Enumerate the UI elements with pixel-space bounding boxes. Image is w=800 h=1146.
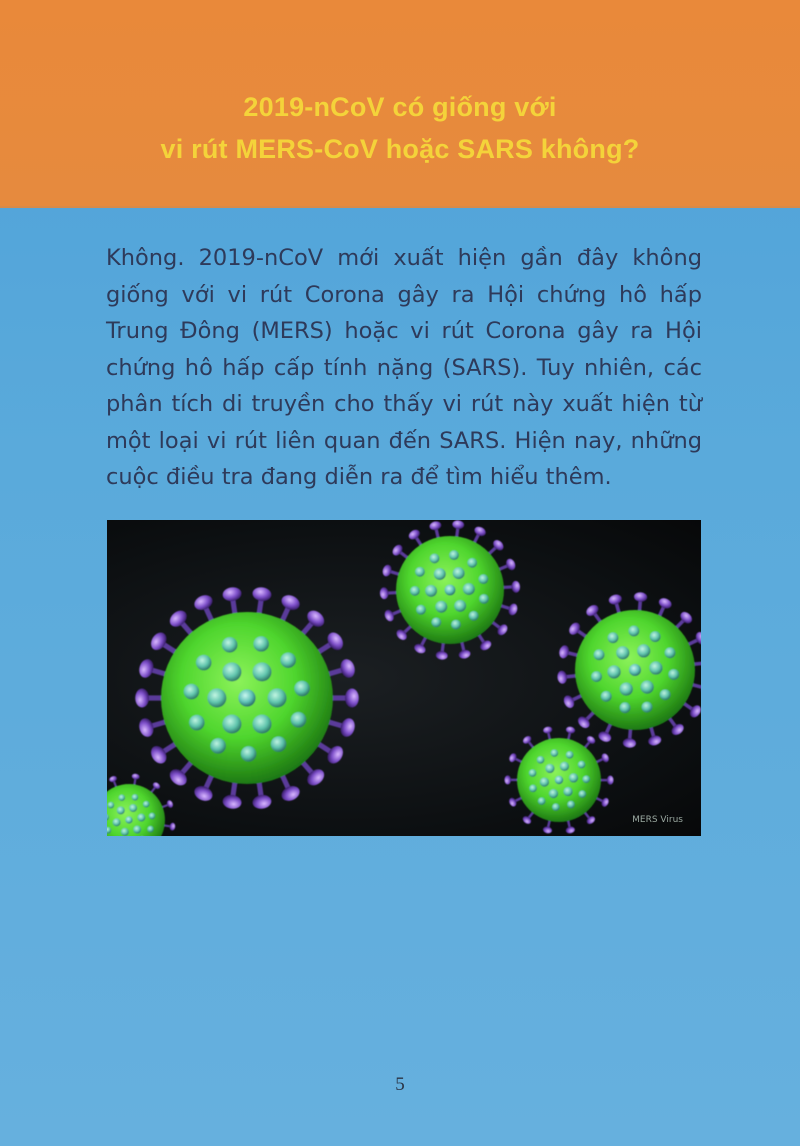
virus-illustration bbox=[107, 520, 701, 836]
header-banner bbox=[0, 0, 800, 208]
virus-particle bbox=[135, 586, 359, 810]
virus-particle bbox=[380, 520, 521, 660]
title-line-2: vi rút MERS-CoV hoặc SARS không? bbox=[160, 134, 640, 164]
virus-particle bbox=[557, 592, 701, 749]
answer-text bbox=[106, 240, 702, 496]
virus-image bbox=[107, 520, 701, 836]
page-title bbox=[0, 86, 800, 170]
answer-paragraph: Không. 2019-nCoV mới xuất hiện gần đây không giống với vi rút Corona gây ra Hội chứng hô hấp Trung Đông (MERS) hoặc vi rút Corona gây ra Hội chứng hô hấp cấp tính nặng (SARS). Tuy nhiên, các phân tích di truyền cho thấy vi rút này xuất hiện từ một loại vi rút liên quan đến SARS. Hiện nay, những cuộc điều tra đang diễn ra để tìm hiểu thêm. bbox=[106, 245, 702, 490]
page-number: 5 bbox=[395, 1074, 405, 1095]
virus-particle bbox=[107, 773, 176, 836]
image-caption: MERS Virus bbox=[632, 815, 683, 825]
virus-particle bbox=[504, 726, 613, 835]
title-line-1: 2019-nCoV có giống với bbox=[243, 92, 557, 122]
